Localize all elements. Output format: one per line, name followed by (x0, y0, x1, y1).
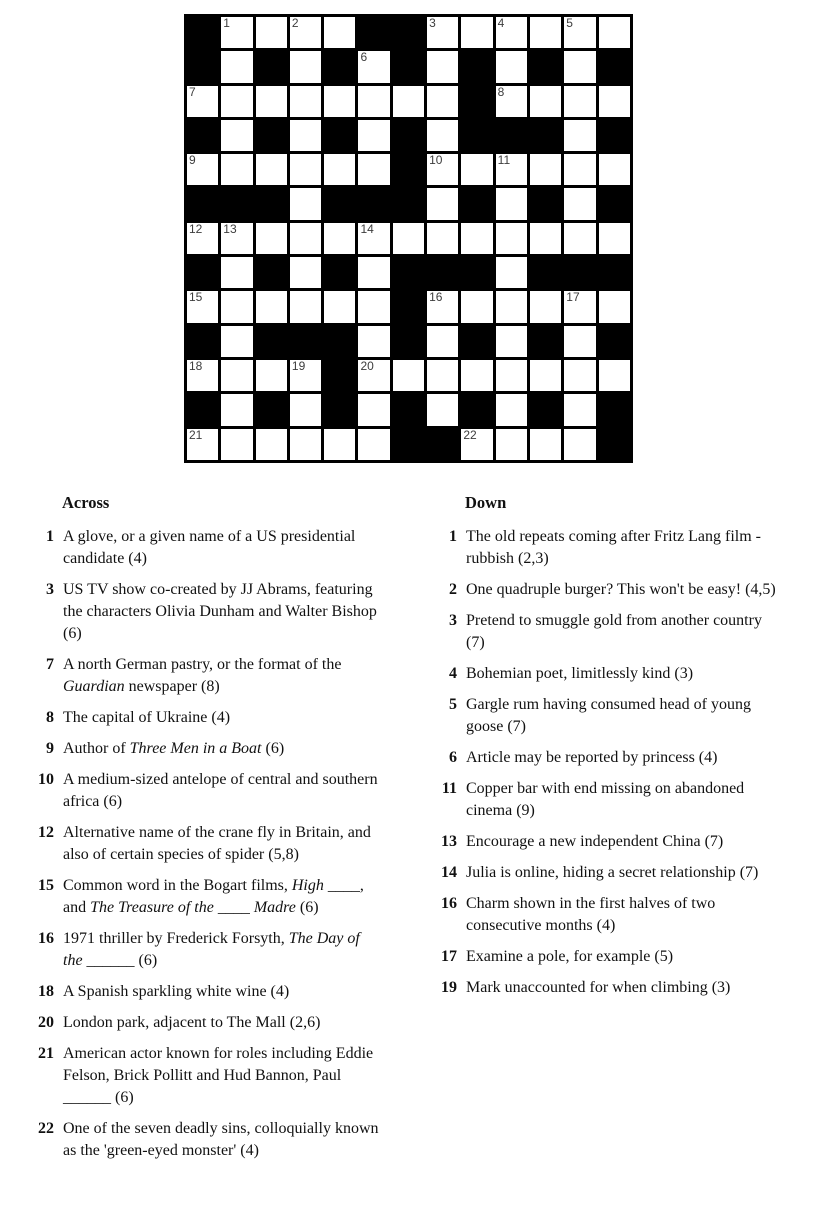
clue-text: A north German pastry, or the format of the Guardian newspaper (8) (63, 656, 342, 695)
grid-cell-r10c9 (461, 326, 492, 357)
clue-text: A Spanish sparkling white wine (4) (63, 983, 290, 1000)
grid-cell-r13c7 (393, 429, 424, 460)
down-clue-5 (435, 694, 787, 738)
grid-cell-r3c7[interactable] (393, 86, 424, 117)
grid-cell-r1c3[interactable] (256, 17, 287, 48)
grid-cell-r10c7 (393, 326, 424, 357)
grid-cell-r5c5[interactable] (324, 154, 355, 185)
cell-number: 8 (497, 84, 505, 99)
grid-cell-r2c8[interactable] (427, 51, 458, 82)
grid-cell-r7c3[interactable] (256, 223, 287, 254)
clue-number: 5 (449, 696, 457, 713)
grid-cell-r12c7 (393, 394, 424, 425)
cell-number: 2 (291, 16, 299, 30)
down-clue-1 (435, 526, 787, 570)
clue-text: A glove, or a given name of a US presidential candidate (4) (63, 528, 356, 567)
grid-cell-r6c10[interactable] (496, 188, 527, 219)
grid-cell-r6c8[interactable] (427, 188, 458, 219)
grid-cell-r7c11[interactable] (530, 223, 561, 254)
clue-number: 1 (46, 528, 54, 545)
grid-cell-r11c7[interactable] (393, 360, 424, 391)
grid-cell-r6c3 (256, 188, 287, 219)
clue-text: A medium-sized antelope of central and southern africa (6) (63, 771, 378, 810)
grid-cell-r13c3[interactable] (256, 429, 287, 460)
grid-cell-r4c11 (530, 120, 561, 151)
grid-cell-r12c8[interactable] (427, 394, 458, 425)
grid-cell-r11c13[interactable] (599, 360, 630, 391)
cell-number: 22 (463, 427, 477, 442)
grid-cell-r12c9 (461, 394, 492, 425)
grid-cell-r12c2[interactable] (221, 394, 252, 425)
clue-number: 3 (449, 612, 457, 629)
clue-text: Common word in the Bogart films, High ____, and The Treasure of the ____ Madre (6) (63, 877, 364, 916)
grid-cell-r12c10[interactable] (496, 394, 527, 425)
cell-number: 12 (189, 221, 203, 236)
grid-cell-r3c4[interactable] (290, 86, 321, 117)
clue-text: Article may be reported by princess (4) (466, 749, 718, 766)
grid-cell-r4c9 (461, 120, 492, 151)
grid-cell-r4c13 (599, 120, 630, 151)
grid-cell-r13c6[interactable] (358, 429, 389, 460)
grid-cell-r7c13[interactable] (599, 223, 630, 254)
grid-cell-r9c1[interactable] (187, 291, 218, 322)
cell-number: 4 (497, 16, 505, 30)
clue-number: 4 (449, 665, 457, 682)
grid-cell-r8c2[interactable] (221, 257, 252, 288)
clue-number: 1 (449, 528, 457, 545)
grid-cell-r11c3[interactable] (256, 360, 287, 391)
grid-cell-r1c7 (393, 17, 424, 48)
grid-cell-r11c2[interactable] (221, 360, 252, 391)
clue-number: 10 (38, 771, 54, 788)
grid-cell-r12c6[interactable] (358, 394, 389, 425)
cell-number: 11 (497, 153, 511, 168)
clue-text: London park, adjacent to The Mall (2,6) (63, 1014, 321, 1031)
clue-number: 18 (38, 983, 54, 1000)
grid-cell-r12c13 (599, 394, 630, 425)
grid-cell-r8c9 (461, 257, 492, 288)
clue-number: 20 (38, 1014, 54, 1031)
cell-number: 16 (429, 290, 443, 305)
grid-cell-r7c12[interactable] (564, 223, 595, 254)
grid-cell-r13c8 (427, 429, 458, 460)
grid-cell-r13c10[interactable] (496, 429, 527, 460)
grid-cell-r2c2[interactable] (221, 51, 252, 82)
grid-cell-r7c8[interactable] (427, 223, 458, 254)
grid-cell-r2c4[interactable] (290, 51, 321, 82)
clue-text: Encourage a new independent China (7) (466, 833, 724, 850)
cell-number: 5 (566, 16, 573, 30)
grid-cell-r10c13 (599, 326, 630, 357)
grid-cell-r10c2[interactable] (221, 326, 252, 357)
clue-text: One of the seven deadly sins, colloquially known as the 'green-eyed monster' (4) (63, 1120, 379, 1159)
cell-number: 6 (360, 50, 368, 65)
down-clue-3 (435, 610, 787, 654)
grid-cell-r4c2[interactable] (221, 120, 252, 151)
grid-cell-r6c13 (599, 188, 630, 219)
grid-cell-r1c1 (187, 17, 218, 48)
clue-text: Examine a pole, for example (5) (466, 948, 674, 965)
grid-cell-r12c4[interactable] (290, 394, 321, 425)
grid-cell-r10c3 (256, 326, 287, 357)
grid-cell-r6c1 (187, 188, 218, 219)
grid-cell-r11c11[interactable] (530, 360, 561, 391)
grid-cell-r7c2[interactable] (221, 223, 252, 254)
grid-cell-r4c12[interactable] (564, 120, 595, 151)
grid-cell-r13c1[interactable] (187, 429, 218, 460)
down-clue-11 (435, 778, 787, 822)
grid-cell-r6c5 (324, 188, 355, 219)
grid-cell-r12c11 (530, 394, 561, 425)
grid-cell-r5c7 (393, 154, 424, 185)
grid-cell-r1c10[interactable] (496, 17, 527, 48)
grid-cell-r4c3 (256, 120, 287, 151)
cell-number: 20 (360, 358, 374, 373)
down-heading: Down (465, 493, 507, 512)
grid-cell-r12c12[interactable] (564, 394, 595, 425)
grid-cell-r2c7 (393, 51, 424, 82)
grid-cell-r1c4[interactable] (290, 17, 321, 48)
across-clue-18 (32, 981, 384, 1003)
grid-cell-r1c8[interactable] (427, 17, 458, 48)
grid-cell-r10c11 (530, 326, 561, 357)
grid-cell-r8c5 (324, 257, 355, 288)
cell-number: 21 (189, 427, 203, 442)
down-clue-19 (435, 977, 787, 999)
grid-cell-r6c7 (393, 188, 424, 219)
grid-cell-r12c3 (256, 394, 287, 425)
grid-cell-r10c10[interactable] (496, 326, 527, 357)
grid-cell-r6c9 (461, 188, 492, 219)
cell-number: 13 (223, 221, 237, 236)
grid-cell-r13c5[interactable] (324, 429, 355, 460)
grid-cell-r3c6[interactable] (358, 86, 389, 117)
grid-cell-r8c1 (187, 257, 218, 288)
across-clue-20 (32, 1012, 384, 1034)
grid-cell-r4c8[interactable] (427, 120, 458, 151)
clue-text: Charm shown in the first halves of two consecutive months (4) (466, 895, 716, 934)
cell-number: 10 (429, 153, 443, 168)
clue-text: American actor known for roles including Eddie Felson, Brick Pollitt and Hud Bannon, Paul ______ (6) (63, 1045, 374, 1106)
grid-cell-r5c1[interactable] (187, 154, 218, 185)
grid-cell-r5c3[interactable] (256, 154, 287, 185)
clue-text: Author of Three Men in a Boat (6) (63, 740, 285, 757)
grid-cell-r8c10[interactable] (496, 257, 527, 288)
clue-number: 2 (449, 581, 457, 598)
grid-cell-r3c2[interactable] (221, 86, 252, 117)
grid-cell-r6c12[interactable] (564, 188, 595, 219)
grid-cell-r1c6 (358, 17, 389, 48)
cell-number: 1 (223, 16, 230, 30)
clue-number: 9 (46, 740, 54, 757)
grid-cell-r3c1[interactable] (187, 86, 218, 117)
grid-cell-r5c9[interactable] (461, 154, 492, 185)
clue-text: Copper bar with end missing on abandoned cinema (9) (466, 780, 745, 819)
grid-cell-r6c2 (221, 188, 252, 219)
clue-number: 12 (38, 824, 54, 841)
clue-text: US TV show co-created by JJ Abrams, featuring the characters Olivia Dunham and Walter Bishop (6) (63, 581, 377, 642)
down-clue-13 (435, 831, 787, 853)
grid-cell-r11c4[interactable] (290, 360, 321, 391)
grid-cell-r9c9[interactable] (461, 291, 492, 322)
down-clue-4 (435, 663, 787, 685)
clue-number: 16 (38, 930, 54, 947)
grid-cell-r11c10[interactable] (496, 360, 527, 391)
grid-cell-r1c2[interactable] (221, 17, 252, 48)
clue-number: 13 (441, 833, 457, 850)
grid-cell-r7c6[interactable] (358, 223, 389, 254)
grid-cell-r11c9[interactable] (461, 360, 492, 391)
grid-cell-r9c4[interactable] (290, 291, 321, 322)
grid-cell-r9c7 (393, 291, 424, 322)
grid-cell-r13c12[interactable] (564, 429, 595, 460)
grid-cell-r3c5[interactable] (324, 86, 355, 117)
down-clue-list (435, 526, 787, 999)
grid-cell-r2c9 (461, 51, 492, 82)
across-clue-21 (32, 1043, 384, 1109)
cell-number: 3 (429, 16, 436, 30)
grid-cell-r1c13[interactable] (599, 17, 630, 48)
across-clue-12 (32, 822, 384, 866)
across-clue-3 (32, 579, 384, 645)
across-clue-9 (32, 738, 384, 760)
clue-number: 22 (38, 1120, 54, 1137)
across-column (32, 492, 384, 1171)
clue-number: 16 (441, 895, 457, 912)
grid-cell-r2c1 (187, 51, 218, 82)
clue-number: 15 (38, 877, 54, 894)
clue-number: 21 (38, 1045, 54, 1062)
grid-cell-r5c6[interactable] (358, 154, 389, 185)
grid-cell-r7c5[interactable] (324, 223, 355, 254)
down-clue-16 (435, 893, 787, 937)
crossword-grid (184, 14, 633, 463)
grid-cell-r3c11[interactable] (530, 86, 561, 117)
across-clue-7 (32, 654, 384, 698)
clue-number: 6 (449, 749, 457, 766)
grid-cell-r9c11[interactable] (530, 291, 561, 322)
grid-cell-r6c11 (530, 188, 561, 219)
clue-text: Bohemian poet, limitlessly kind (3) (466, 665, 694, 682)
grid-cell-r8c4[interactable] (290, 257, 321, 288)
grid-cell-r10c4 (290, 326, 321, 357)
grid-cell-r7c4[interactable] (290, 223, 321, 254)
grid-cell-r4c4[interactable] (290, 120, 321, 151)
grid-cell-r1c12[interactable] (564, 17, 595, 48)
clue-text: Pretend to smuggle gold from another country (7) (466, 612, 762, 651)
grid-cell-r11c1[interactable] (187, 360, 218, 391)
grid-cell-r2c11 (530, 51, 561, 82)
grid-cell-r3c13[interactable] (599, 86, 630, 117)
grid-cell-r3c3[interactable] (256, 86, 287, 117)
grid-cell-r7c1[interactable] (187, 223, 218, 254)
cell-number: 7 (189, 84, 196, 99)
grid-cell-r6c4[interactable] (290, 188, 321, 219)
grid-cell-r8c3 (256, 257, 287, 288)
grid-cell-r4c10 (496, 120, 527, 151)
grid-cell-r8c11 (530, 257, 561, 288)
grid-cell-r13c4[interactable] (290, 429, 321, 460)
grid-cell-r2c10[interactable] (496, 51, 527, 82)
clue-number: 17 (441, 948, 457, 965)
cell-number: 18 (189, 358, 203, 373)
grid-cell-r2c12[interactable] (564, 51, 595, 82)
grid-cell-r4c1 (187, 120, 218, 151)
grid-cell-r10c1 (187, 326, 218, 357)
grid-cell-r4c6[interactable] (358, 120, 389, 151)
cell-number: 14 (360, 221, 374, 236)
grid-cell-r2c13 (599, 51, 630, 82)
grid-cell-r3c9 (461, 86, 492, 117)
across-clue-8 (32, 707, 384, 729)
grid-cell-r9c8[interactable] (427, 291, 458, 322)
grid-cell-r5c10[interactable] (496, 154, 527, 185)
down-clue-14 (435, 862, 787, 884)
grid-cell-r7c10[interactable] (496, 223, 527, 254)
clue-number: 14 (441, 864, 457, 881)
grid-cell-r8c7 (393, 257, 424, 288)
grid-cell-r2c5 (324, 51, 355, 82)
grid-cell-r12c5 (324, 394, 355, 425)
grid-cell-r13c11[interactable] (530, 429, 561, 460)
across-clue-22 (32, 1118, 384, 1162)
grid-cell-r9c2[interactable] (221, 291, 252, 322)
across-clue-1 (32, 526, 384, 570)
grid-cell-r10c5 (324, 326, 355, 357)
grid-cell-r13c9[interactable] (461, 429, 492, 460)
grid-cell-r11c6[interactable] (358, 360, 389, 391)
grid-cell-r10c8[interactable] (427, 326, 458, 357)
clue-text: The capital of Ukraine (4) (63, 709, 231, 726)
across-clue-15 (32, 875, 384, 919)
grid-cell-r3c10[interactable] (496, 86, 527, 117)
grid-cell-r9c3[interactable] (256, 291, 287, 322)
clue-number: 7 (46, 656, 54, 673)
across-heading: Across (62, 493, 110, 512)
grid-cell-r5c12[interactable] (564, 154, 595, 185)
grid-cell-r9c12[interactable] (564, 291, 595, 322)
clue-text: 1971 thriller by Frederick Forsyth, The Day of the ______ (6) (63, 930, 360, 969)
down-clue-17 (435, 946, 787, 968)
grid-cell-r10c6[interactable] (358, 326, 389, 357)
grid-cell-r9c10[interactable] (496, 291, 527, 322)
grid-cell-r11c12[interactable] (564, 360, 595, 391)
clue-number: 11 (441, 780, 457, 797)
across-clue-10 (32, 769, 384, 813)
grid-cell-r5c8[interactable] (427, 154, 458, 185)
clue-text: Gargle rum having consumed head of young goose (7) (466, 696, 751, 735)
grid-cell-r5c2[interactable] (221, 154, 252, 185)
grid-cell-r8c12 (564, 257, 595, 288)
grid-cell-r11c5 (324, 360, 355, 391)
grid-cell-r2c3 (256, 51, 287, 82)
clue-number: 3 (46, 581, 54, 598)
down-clue-6 (435, 747, 787, 769)
grid-cell-r1c11[interactable] (530, 17, 561, 48)
grid-cell-r9c6[interactable] (358, 291, 389, 322)
grid-cell-r8c6[interactable] (358, 257, 389, 288)
grid-cell-r13c13 (599, 429, 630, 460)
across-clue-list (32, 526, 384, 1162)
cell-number: 17 (566, 290, 580, 305)
clue-text: The old repeats coming after Fritz Lang film - rubbish (2,3) (466, 528, 762, 567)
grid-cell-r8c13 (599, 257, 630, 288)
grid-cell-r10c12[interactable] (564, 326, 595, 357)
grid-cell-r8c8 (427, 257, 458, 288)
down-column (435, 492, 787, 1171)
grid-cell-r6c6 (358, 188, 389, 219)
grid-cell-r7c7[interactable] (393, 223, 424, 254)
clue-text: Mark unaccounted for when climbing (3) (466, 979, 731, 996)
grid-cell-r5c11[interactable] (530, 154, 561, 185)
grid-cell-r4c5 (324, 120, 355, 151)
grid-cell-r13c2[interactable] (221, 429, 252, 460)
grid-cell-r3c8[interactable] (427, 86, 458, 117)
grid-cell-r2c6[interactable] (358, 51, 389, 82)
cell-number: 15 (189, 290, 203, 305)
grid-cell-r5c13[interactable] (599, 154, 630, 185)
grid-cell-r1c5[interactable] (324, 17, 355, 48)
grid-cell-r9c13[interactable] (599, 291, 630, 322)
grid-cell-r11c8[interactable] (427, 360, 458, 391)
clue-text: One quadruple burger? This won't be easy! (4,5) (466, 581, 776, 598)
grid-cell-r4c7 (393, 120, 424, 151)
clues-section (0, 492, 818, 1171)
grid-cell-r7c9[interactable] (461, 223, 492, 254)
across-clue-16 (32, 928, 384, 972)
down-clue-2 (435, 579, 787, 601)
clue-number: 8 (46, 709, 54, 726)
grid-cell-r9c5[interactable] (324, 291, 355, 322)
clue-number: 19 (441, 979, 457, 996)
clue-text: Alternative name of the crane fly in Britain, and also of certain species of spider (5,8) (63, 824, 371, 863)
grid-cell-r5c4[interactable] (290, 154, 321, 185)
grid-cell-r1c9[interactable] (461, 17, 492, 48)
grid-cell-r3c12[interactable] (564, 86, 595, 117)
cell-number: 9 (189, 153, 196, 168)
grid-cell-r12c1 (187, 394, 218, 425)
cell-number: 19 (291, 358, 306, 373)
clue-text: Julia is online, hiding a secret relationship (7) (466, 864, 759, 881)
